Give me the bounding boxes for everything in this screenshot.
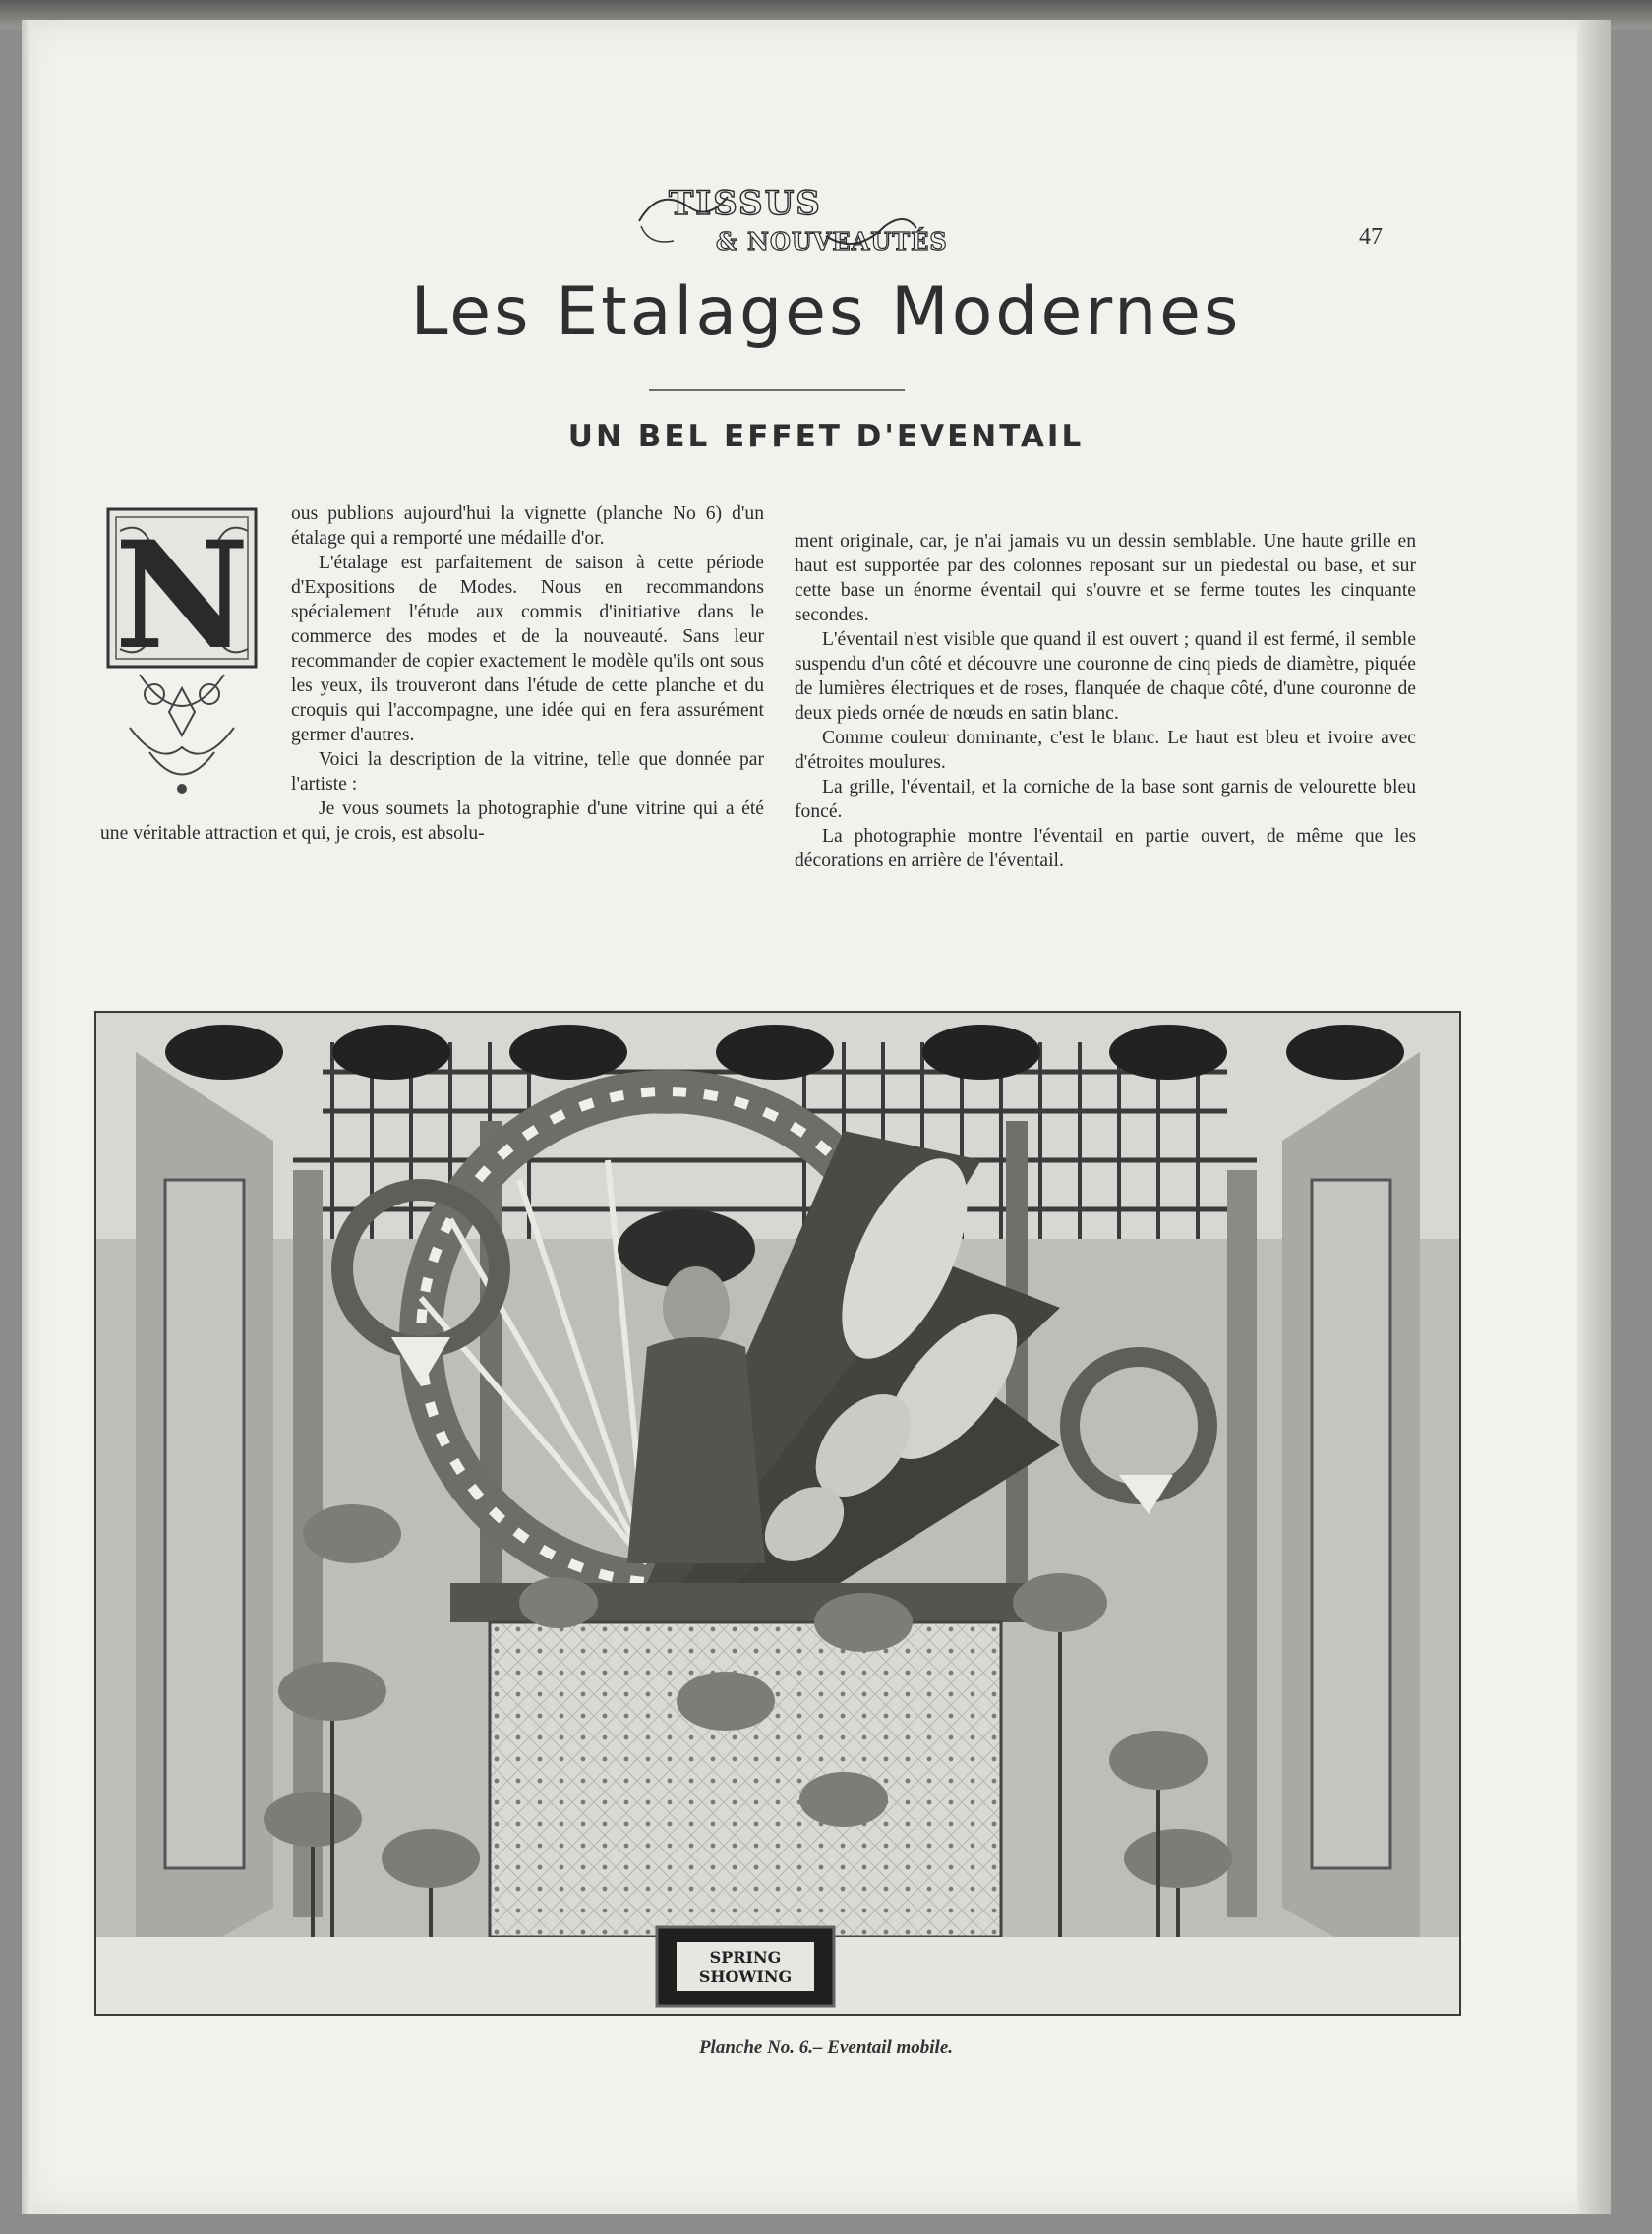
drop-cap-letter: N — [114, 509, 250, 682]
logo-word-nouveautes: & NOUVEAUTÉS — [716, 227, 948, 256]
logo-word-tissus: TISSUS — [669, 184, 822, 223]
plate-caption: Planche No. 6.– Eventail mobile. — [698, 2037, 954, 2058]
paragraph-left-3: Voici la description de la vitrine, telle que donnée par l'artiste : — [291, 749, 764, 794]
page-binding-edge — [22, 20, 31, 2214]
sign-line-1: SPRING — [709, 1948, 782, 1967]
article-subtitle: UN BEL EFFET D'EVENTAIL — [567, 419, 1085, 454]
paragraph-right-5: La photographie montre l'éventail en partie ouvert, de même que les décorations en arrière de l'éventail. — [795, 826, 1416, 871]
article-title: Les Etalages Modernes — [410, 273, 1242, 351]
masthead-logo — [629, 167, 948, 265]
ornamental-drop-cap — [100, 501, 277, 802]
text-column-right — [795, 529, 1416, 873]
paragraph-right-1: ment originale, car, je n'ai jamais vu un dessin semblable. Une haute grille en haut est supportée par des colonnes reposant sur un piedestal ou base, et sur cette base un énorme éventail qui s'ouvre et se ferme toutes les cinquante secondes. — [795, 531, 1416, 625]
spring-showing-sign — [657, 1927, 834, 2006]
paragraph-left-1: ous publions aujourd'hui la vignette (planche No 6) d'un étalage qui a remporté une médaille d'or. — [291, 503, 764, 549]
page-number: 47 — [1359, 224, 1383, 250]
page-stack-edge — [1577, 20, 1611, 2214]
paragraph-right-4: La grille, l'éventail, et la corniche de la base sont garnis de velourette bleu foncé. — [795, 777, 1416, 822]
text-column-left — [100, 501, 764, 846]
paragraph-left-2: L'étalage est parfaitement de saison à cette période d'Expositions de Modes. Nous en recommandons spécialement l'étude aux commis d'initiative dans le commerce des modes et de la nouveauté. Sans leur recommander de copier exactement le modèle qu'ils ont sous les yeux, ils trouveront dans l'étude de cette planche et du croquis qui l'accompagne, une idée qui en fera assurément germer d'autres. — [291, 553, 764, 745]
shop-window-photograph — [94, 1011, 1461, 2016]
sign-line-2: SHOWING — [698, 1968, 793, 1986]
paragraph-left-4: Je vous soumets la photographie d'une vitrine qui a été une véritable attraction et qui, je crois, est absolu- — [100, 798, 764, 844]
title-divider — [649, 389, 905, 391]
paragraph-right-2: L'éventail n'est visible que quand il est ouvert ; quand il est fermé, il semble suspendu d'un côté et découvre une couronne de cinq pieds de diamètre, piquée de lumières électriques et de roses, flanquée de chaque côté, d'une couronne de deux pieds ornée de nœuds en satin blanc. — [795, 629, 1416, 724]
paragraph-right-3: Comme couleur dominante, c'est le blanc. Le haut est bleu et ivoire avec d'étroites moulures. — [795, 728, 1416, 773]
